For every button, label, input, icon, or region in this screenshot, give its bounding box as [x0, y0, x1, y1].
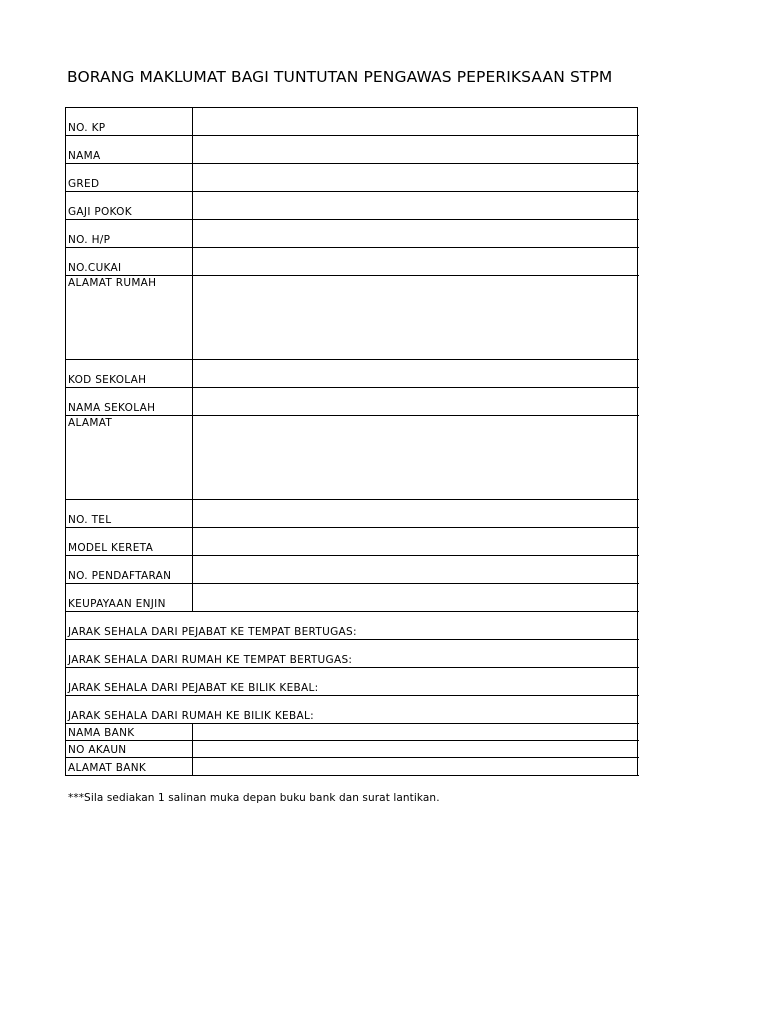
row-gred — [65, 164, 639, 192]
input-model-kereta[interactable] — [192, 528, 639, 555]
input-nama[interactable] — [192, 136, 639, 163]
input-no-tel[interactable] — [192, 500, 639, 527]
row-jarak-rumah-bilik[interactable] — [65, 696, 639, 724]
row-no-tel — [65, 500, 639, 528]
label-jarak-rumah-bilik: JARAK SEHALA DARI RUMAH KE BILIK KEBAL: — [68, 710, 314, 722]
row-no-pendaftaran — [65, 556, 639, 584]
label-alamat: ALAMAT — [68, 417, 113, 429]
row-model-kereta — [65, 528, 639, 556]
row-kod-sekolah — [65, 360, 639, 388]
row-alamat-bank — [65, 758, 639, 776]
input-alamat-rumah[interactable] — [192, 276, 639, 359]
input-no-kp[interactable] — [192, 108, 639, 135]
row-nama-sekolah — [65, 388, 639, 416]
input-alamat-bank[interactable] — [192, 758, 639, 775]
label-no-tel: NO. TEL — [68, 514, 112, 526]
row-nama-bank — [65, 724, 639, 741]
row-jarak-pejabat-tempat[interactable] — [65, 612, 639, 640]
label-nama-bank: NAMA BANK — [68, 727, 135, 739]
row-no-cukai — [65, 248, 639, 276]
row-keupayaan-enjin — [65, 584, 639, 612]
label-alamat-bank: ALAMAT BANK — [68, 762, 147, 774]
input-no-akaun[interactable] — [192, 741, 639, 757]
label-no-hp: NO. H/P — [68, 234, 111, 246]
row-jarak-pejabat-bilik[interactable] — [65, 668, 639, 696]
label-jarak-pejabat-tempat: JARAK SEHALA DARI PEJABAT KE TEMPAT BERTUGAS: — [68, 626, 357, 638]
input-kod-sekolah[interactable] — [192, 360, 639, 387]
label-gaji-pokok: GAJI POKOK — [68, 206, 132, 218]
label-gred: GRED — [68, 178, 100, 190]
footnote: ***Sila sediakan 1 salinan muka depan buku bank dan surat lantikan. — [68, 792, 440, 804]
row-no-hp — [65, 220, 639, 248]
row-no-akaun — [65, 741, 639, 758]
input-nama-bank[interactable] — [192, 724, 639, 740]
label-no-pendaftaran: NO. PENDAFTARAN — [68, 570, 172, 582]
input-no-hp[interactable] — [192, 220, 639, 247]
claim-form-table — [65, 107, 638, 775]
label-no-akaun: NO AKAUN — [68, 744, 127, 756]
label-nama: NAMA — [68, 150, 101, 162]
form-title: BORANG MAKLUMAT BAGI TUNTUTAN PENGAWAS PEPERIKSAAN STPM — [67, 68, 613, 86]
label-model-kereta: MODEL KERETA — [68, 542, 154, 554]
row-nama — [65, 136, 639, 164]
row-gaji-pokok — [65, 192, 639, 220]
input-no-cukai[interactable] — [192, 248, 639, 275]
row-jarak-rumah-tempat[interactable] — [65, 640, 639, 668]
row-alamat — [65, 416, 639, 500]
input-gaji-pokok[interactable] — [192, 192, 639, 219]
input-nama-sekolah[interactable] — [192, 388, 639, 415]
label-kod-sekolah: KOD SEKOLAH — [68, 374, 147, 386]
label-nama-sekolah: NAMA SEKOLAH — [68, 402, 156, 414]
label-no-cukai: NO.CUKAI — [68, 262, 122, 274]
label-alamat-rumah: ALAMAT RUMAH — [68, 277, 157, 289]
label-keupayaan-enjin: KEUPAYAAN ENJIN — [68, 598, 166, 610]
label-no-kp: NO. KP — [68, 122, 106, 134]
row-alamat-rumah — [65, 276, 639, 360]
input-gred[interactable] — [192, 164, 639, 191]
label-jarak-rumah-tempat: JARAK SEHALA DARI RUMAH KE TEMPAT BERTUGAS: — [68, 654, 353, 666]
input-no-pendaftaran[interactable] — [192, 556, 639, 583]
label-jarak-pejabat-bilik: JARAK SEHALA DARI PEJABAT KE BILIK KEBAL: — [68, 682, 319, 694]
input-alamat[interactable] — [192, 416, 639, 499]
row-no-kp — [65, 108, 639, 136]
input-keupayaan-enjin[interactable] — [192, 584, 639, 611]
